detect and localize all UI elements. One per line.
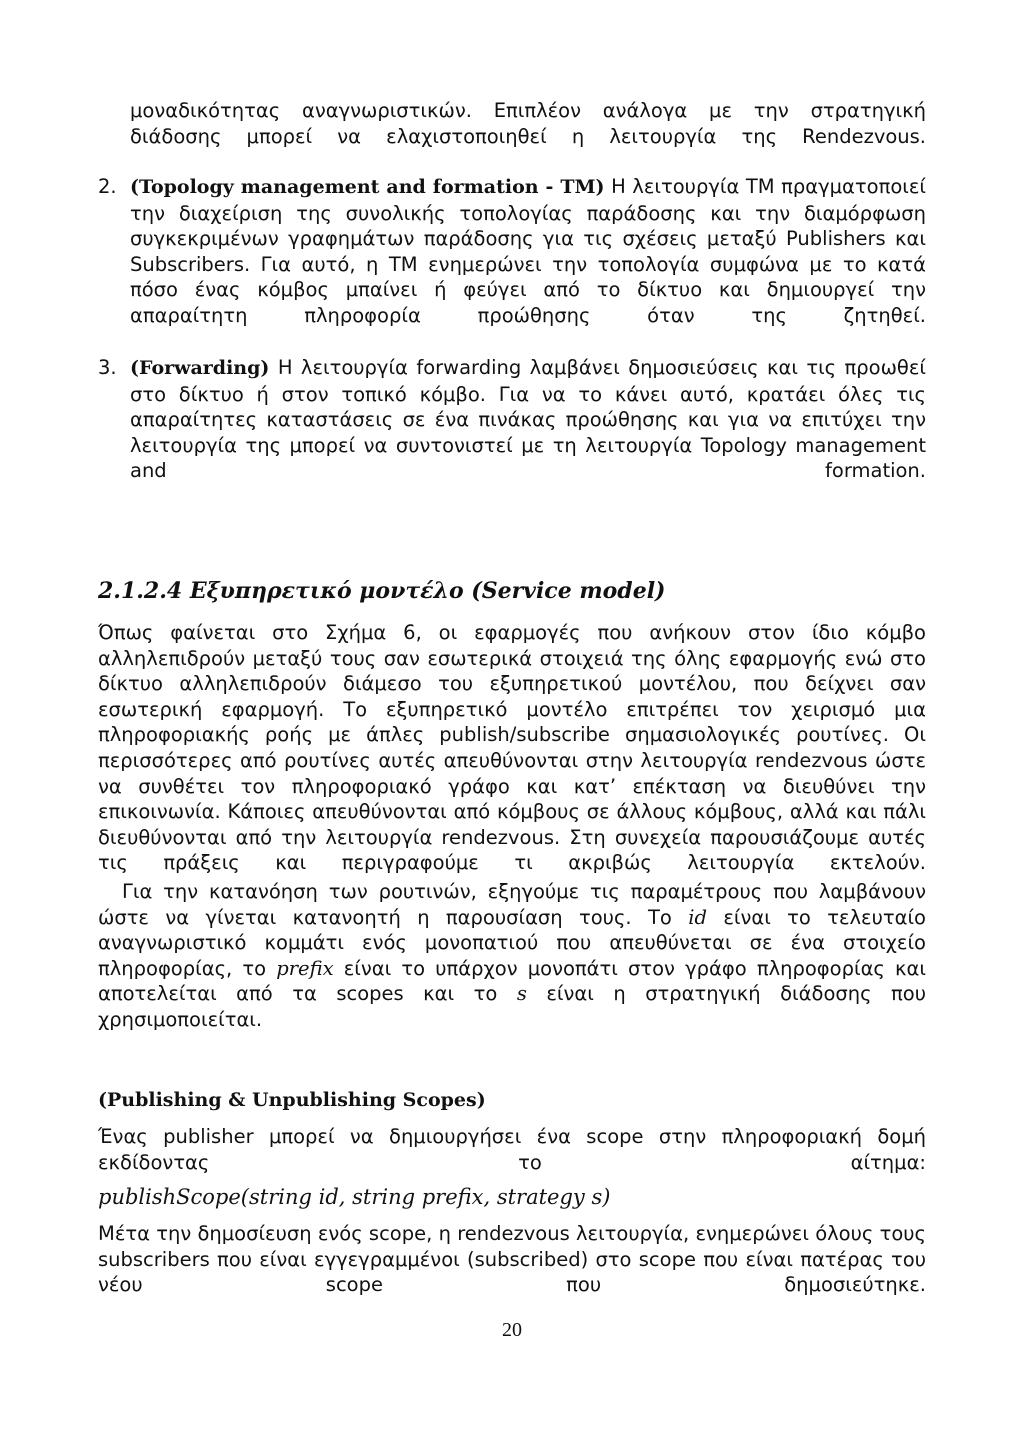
topology-description: Η λειτουργία TM πραγματοποιεί την διαχείριση της συνολικής τοπολογίας παράδοσης και την διαμόρφωση συγκεκριμένων γραφημάτων παράδοσης για τις σχέσεις μεταξύ Publishers και Subscribers. Για αυτό, η TM ενημερώνει την τοπολογία συμφώνα με το κατά πόσο ένας κόμβος μπαίνει ή φεύγει από το δίκτυο και δημιουργεί την απαραίτητη πληροφορία προώθησης όταν της ζητηθεί. — [130, 175, 926, 327]
section-heading: 2.1.2.4 Εξυπηρετικό μοντέλο (Service model) — [98, 578, 666, 604]
p2-text-b: είναι το τελευταίο αναγνωριστικό κομμάτι ενός μονοπατιού που απευθύνεται σε ένα στοιχείο πληροφορίας, το — [98, 905, 926, 980]
param-s: s — [516, 982, 527, 1006]
list-item-text — [130, 174, 926, 354]
subsection-heading: (Publishing & Unpublishing Scopes) — [98, 1089, 486, 1111]
p2-text-a: Για την κατανόηση των ρουτινών, εξηγούμε τις παραμέτρους που λαμβάνουν ώστε να γίνεται κατανοητή η παρουσίαση τους. Το — [98, 880, 926, 929]
list-item-forwarding — [98, 355, 926, 510]
forwarding-description: Η λειτουργία forwarding λαμβάνει δημοσιεύσεις και τις προωθεί στο δίκτυο ή στον τοπικό κόμβο. Για να το κάνει αυτό, κρατάει όλες τις απαραίτητες καταστάσεις σε ένα πινάκας προώθησης και για να επιτύχει την λειτουργία της μπορεί να συντονιστεί με τη λειτουργία Topology management and formation. — [130, 356, 926, 483]
subsection-intro: Ένας publisher μπορεί να δημιουργήσει ένα scope στην πληροφοριακή δομή εκδίδοντας το αίτημα: — [98, 1125, 926, 1174]
p2-text-c: είναι το υπάρχον μονοπάτι στον γράφο πληροφορίας και αποτελείται από τα scopes και το — [98, 956, 926, 1006]
continuation-paragraph: μοναδικότητας αναγνωριστικών. Επιπλέον ανάλογα με την στρατηγική διάδοσης μπορεί να ελαχιστοποιηθεί η λειτουργία της Rendezvous. — [130, 99, 926, 148]
list-item-text — [130, 355, 926, 510]
section-paragraph-1: Όπως φαίνεται στο Σχήμα 6, οι εφαρμογές που ανήκουν στον ίδιο κόμβο αλληλεπιδρούν μεταξύ τους σαν εσωτερικά στοιχειά της όλης εφαρμογής ενώ στο δίκτυο αλληλεπιδρούν διάμεσο του εξυπηρετικού μοντέλου, που δείχνει σαν εσωτερική εφαρμογή. Το εξυπηρετικό μοντέλο επιτρέπει τον χειρισμό μια πληροφοριακής ροής με άπλες publish/subscribe σημασιολογικές ρουτίνες. Οι περισσότερες από ρουτίνες αυτές απευθύνονται στην λειτουργία rendezvous ώστε να συνθέτει τον πληροφοριακό γράφο και κατ’ επέκταση να διευθύνει την επικοινωνία. Κάποιες απευθύνονται από κόμβους σε άλλους κόμβους, αλλά και πάλι διευθύνονται από την λειτουργία rendezvous. Στη συνεχεία παρουσιάζουμε αυτές τις πράξεις και περιγραφούμε τι ακριβώς λειτουργία εκτελούν. — [98, 621, 926, 875]
term-forwarding: (Forwarding) — [130, 357, 270, 379]
function-signature: publishScope(string id, string prefix, strategy s) — [98, 1185, 611, 1209]
term-topology: (Topology management and formation - TM) — [130, 176, 605, 198]
param-id: id — [688, 905, 707, 929]
p2-text-d: είναι η στρατηγική διάδοσης που χρησιμοποιείται. — [98, 982, 926, 1031]
param-prefix: prefix — [276, 956, 334, 980]
subsection-paragraph: Μέτα την δημοσίευση ενός scope, η rendezvous λειτουργία, ενημερώνει όλους τους subscribers που είναι εγγεγραμμένοι (subscribed) στο scope που είναι πατέρας του νέου scope που δημοσιεύτηκε. — [98, 1222, 926, 1297]
list-number: 2. — [98, 175, 117, 198]
section-paragraph-2 — [98, 879, 926, 1058]
list-item-topology — [98, 174, 926, 354]
list-number: 3. — [98, 356, 117, 379]
page-number: 20 — [502, 1319, 522, 1341]
